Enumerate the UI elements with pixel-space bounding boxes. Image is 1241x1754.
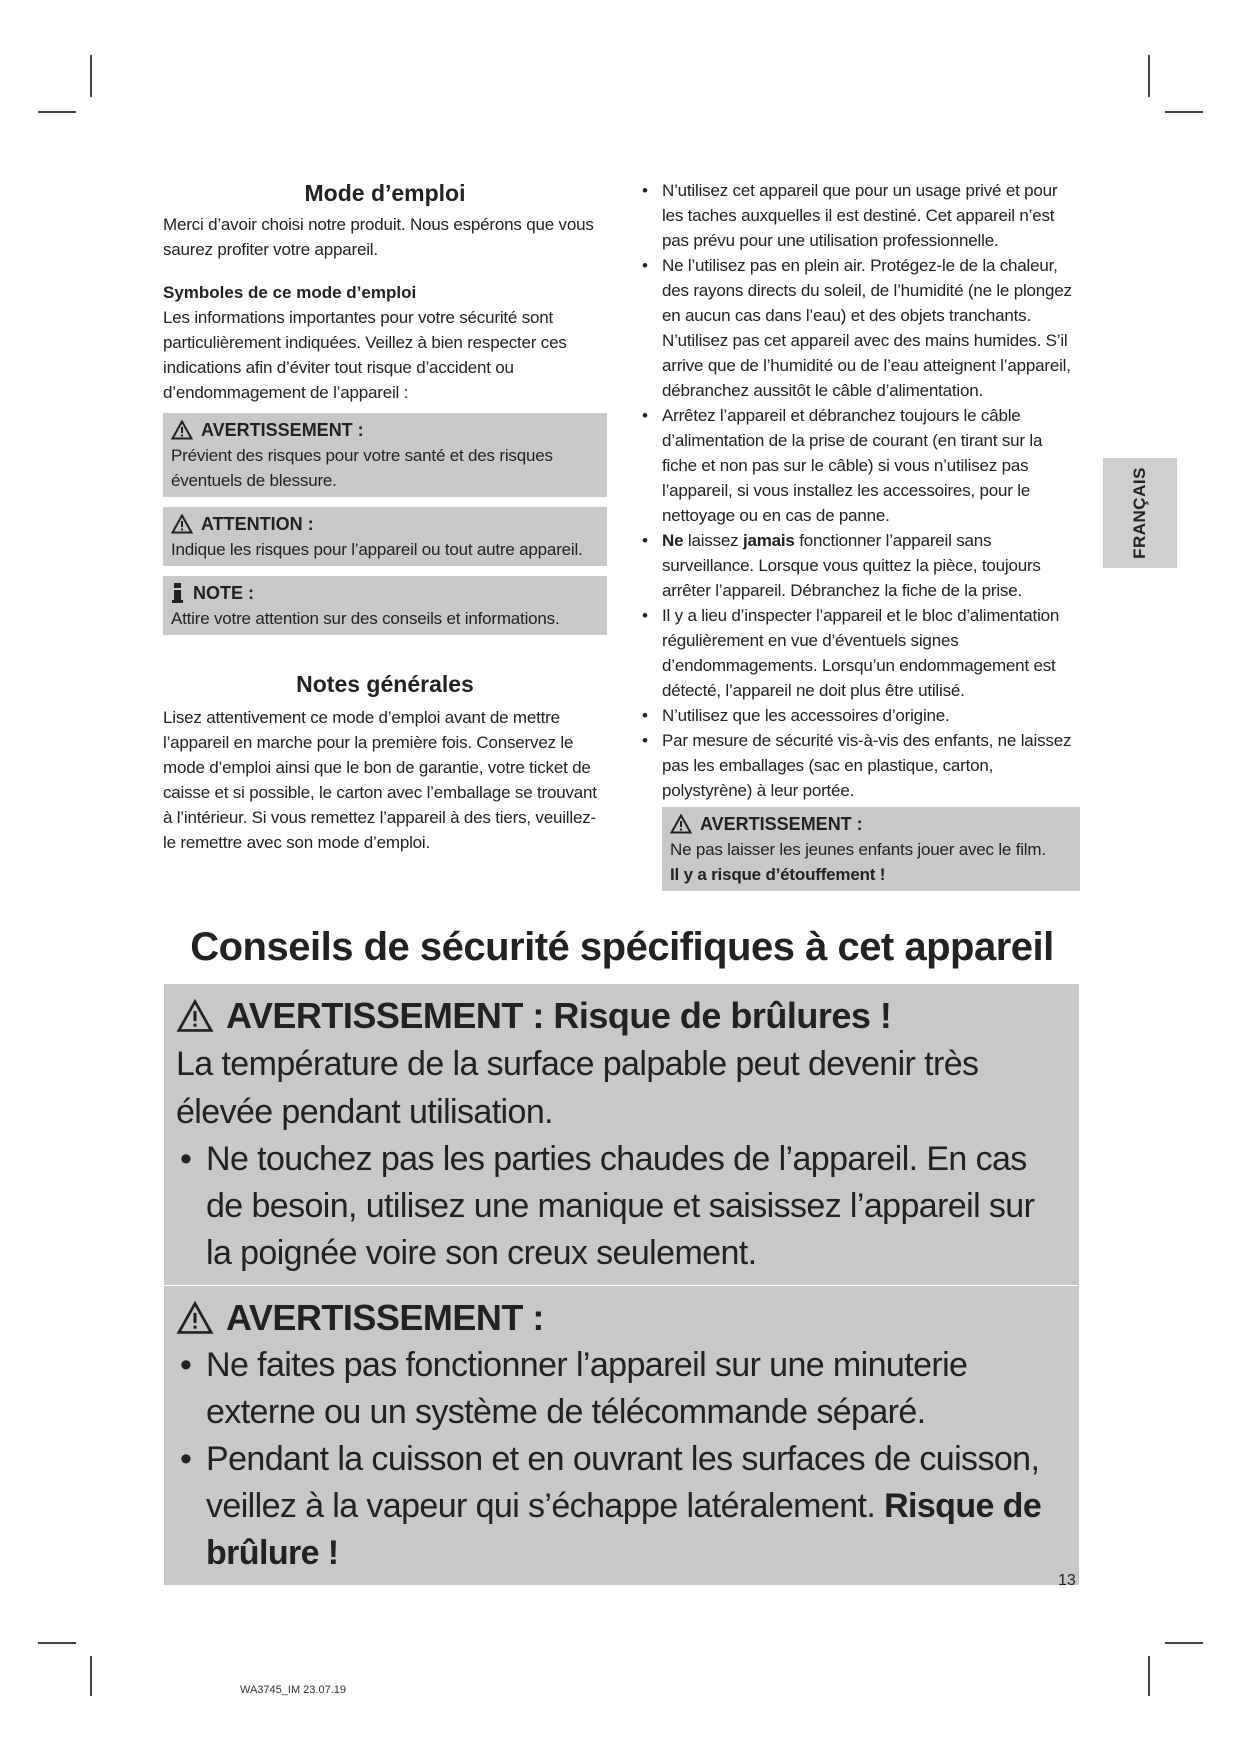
symbols-text: Les informations importantes pour votre sécurité sont particulièrement indiquées. Veillez à bien respecter ces indications afin d’éviter tout risque d’accident ou d’endommagement de l’appareil : — [163, 308, 567, 402]
list-item: • Ne faites pas fonctionner l’appareil sur une minuterie externe ou un système de télécommande séparé. — [176, 1342, 1067, 1436]
bold-text: jamais — [742, 531, 795, 550]
language-label: FRANÇAIS — [1130, 467, 1149, 559]
right-column — [640, 178, 1080, 891]
timer-warning-box — [164, 1286, 1079, 1585]
list-item: • Ne touchez pas les parties chaudes de l’appareil. En cas de besoin, utilisez une manique et saisissez l’appareil sur la poignée voire son creux seulement. — [176, 1136, 1067, 1277]
burn-warning-text: La température de la surface palpable peut devenir très élevée pendant utilisation. — [176, 1045, 979, 1131]
warning-triangle-icon — [171, 420, 193, 440]
symbols-heading: Symboles de ce mode d’emploi — [163, 283, 417, 302]
warning-triangle-icon — [176, 1301, 214, 1335]
warning-label: AVERTISSEMENT : — [700, 814, 863, 834]
safety-bullet-list — [640, 178, 1080, 803]
list-item: • N’utilisez que les accessoires d’origine. — [640, 703, 1080, 728]
crop-mark — [90, 1656, 92, 1696]
note-box — [163, 576, 607, 635]
general-notes-title: Notes générales — [296, 671, 474, 697]
bold-text: Risque de brûlure ! — [206, 1487, 1042, 1572]
attention-label: ATTENTION : — [201, 514, 314, 534]
crop-mark — [1165, 1642, 1203, 1644]
list-item — [176, 1436, 1067, 1577]
general-notes-text: Lisez attentivement ce mode d’emploi avant de mettre l’appareil en marche pour la première fois. Conservez le mode d’emploi ainsi que le bon de garantie, votre ticket de caisse et si possible, le carton avec l’emballage se trouvant à l’intérieur. Si vous remettez l’appareil à des tiers, veuillez-le remettre avec son mode d’emploi. — [163, 708, 597, 852]
attention-box — [163, 507, 607, 566]
crop-mark — [38, 1642, 76, 1644]
warning-triangle-icon — [171, 514, 193, 534]
warning-triangle-icon — [176, 999, 214, 1033]
left-column — [163, 178, 607, 855]
info-icon — [171, 583, 185, 603]
intro-text: Merci d’avoir choisi notre produit. Nous espérons que vous saurez profiter votre appareil. — [163, 215, 594, 259]
crop-mark — [1148, 1656, 1150, 1696]
list-item: • Ne l’utilisez pas en plein air. Protégez-le de la chaleur, des rayons directs du soleil, de l’humidité (ne le plongez en aucun cas dans l’eau) et des objets tranchants. N’utilisez pas cet appareil avec des mains humides. S’il arrive que de l’humidité ou de l’eau atteignent l’appareil, débranchez aussitôt le câble d’alimentation. — [640, 253, 1080, 403]
burn-warning-list — [176, 1136, 1067, 1277]
page-number: 13 — [1058, 1572, 1076, 1589]
note-label: NOTE : — [193, 583, 254, 603]
warning-text: Prévient des risques pour votre santé et des risques éventuels de blessure. — [171, 446, 553, 490]
timer-warning-label: AVERTISSEMENT : — [226, 1297, 544, 1338]
list-item: • N’utilisez cet appareil que pour un usage privé et pour les taches auxquelles il est destiné. Cet appareil n’est pas prévu pour une utilisation professionnelle. — [640, 178, 1080, 253]
language-tab — [1103, 458, 1177, 568]
timer-warning-list — [176, 1342, 1067, 1577]
suffocation-warning-box — [662, 807, 1080, 891]
list-text: Pendant la cuisson et en ouvrant les surfaces de cuisson, veillez à la vapeur qui s’échappe latéralement. — [206, 1440, 1040, 1525]
crop-mark — [1165, 111, 1203, 113]
list-item: • Il y a lieu d’inspecter l’appareil et le bloc d’alimentation régulièrement en vue d’éventuels signes d’endommagements. Lorsqu’un endommagement est détecté, l’appareil ne doit plus être utilisé. — [640, 603, 1080, 703]
warning-label: AVERTISSEMENT : — [201, 420, 364, 440]
crop-mark — [1148, 55, 1150, 97]
note-text: Attire votre attention sur des conseils et informations. — [171, 609, 560, 628]
warning-bold-text: Il y a risque d’étouffement ! — [670, 865, 886, 884]
warning-triangle-icon — [670, 814, 692, 834]
safety-title: Conseils de sécurité spécifiques à cet appareil — [190, 925, 1054, 969]
warning-box — [163, 413, 607, 497]
list-item: • Par mesure de sécurité vis-à-vis des enfants, ne laissez pas les emballages (sac en plastique, carton, polystyrène) à leur portée. — [640, 728, 1080, 803]
crop-mark — [38, 111, 76, 113]
bold-text: Ne — [662, 531, 684, 550]
burn-warning-box — [164, 984, 1079, 1285]
list-text: laissez — [683, 531, 743, 550]
burn-warning-label: AVERTISSEMENT : Risque de brûlures ! — [226, 995, 892, 1036]
warning-text: Ne pas laisser les jeunes enfants jouer avec le film. — [670, 840, 1046, 859]
list-item: • Arrêtez l’appareil et débranchez toujours le câble d’alimentation de la prise de courant (en tirant sur la fiche et non pas sur le câble) si vous n’utilisez pas l’appareil, si vous installez les accessoires, pour le nettoyage ou en cas de panne. — [640, 403, 1080, 528]
attention-text: Indique les risques pour l’appareil ou tout autre appareil. — [171, 540, 583, 559]
list-text: fonctionner l’appareil sans surveillance. Lorsque vous quittez la pièce, toujours arrêter l’appareil. Débranchez la fiche de la prise. — [662, 531, 1041, 600]
mode-emploi-title: Mode d’emploi — [304, 180, 466, 206]
list-item — [640, 528, 1080, 603]
footer-code: WA3745_IM 23.07.19 — [240, 1684, 346, 1696]
crop-mark — [90, 55, 92, 97]
